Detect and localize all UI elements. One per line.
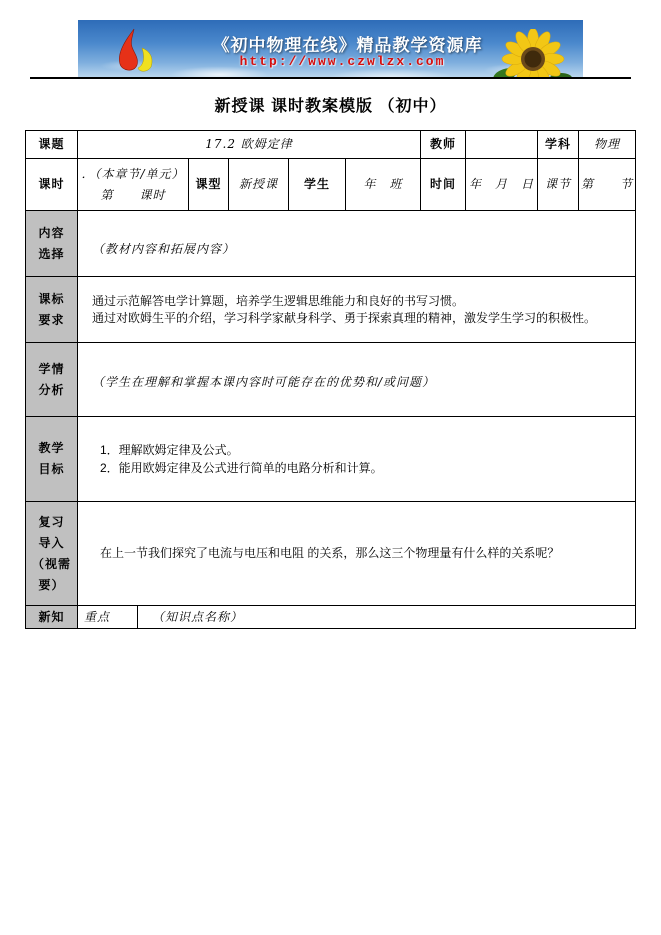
lesson-type-label: 课型 (189, 159, 229, 211)
content-selection-value: （教材内容和拓展内容） (78, 211, 636, 277)
session-label: 课节 (538, 159, 579, 211)
content-selection-label: 内容 选择 (26, 211, 78, 277)
period-label: 课时 (26, 159, 78, 211)
row-standard-requirements (26, 277, 636, 343)
teaching-goal-2: 2．能用欧姆定律及公式进行简单的电路分析和计算。 (100, 461, 383, 475)
teacher-value (466, 131, 538, 159)
review-intro-label: 复习 导入 （视需 要） (26, 502, 78, 606)
topic-label: 课题 (26, 131, 78, 159)
standard-req-line2: 通过对欧姆生平的介绍，学习科学家献身科学、勇于探索真理的精神，激发学生学习的积极性。 (92, 310, 597, 325)
header-divider (30, 77, 631, 79)
review-intro-value: 在上一节我们探究了电流与电压和电阻 的关系，那么这三个物理量有什么样的关系呢？ (78, 502, 636, 606)
standard-requirements-label: 课标 要求 (26, 277, 78, 343)
row-learner-analysis (26, 343, 636, 417)
row-teaching-goals (26, 417, 636, 502)
row-new-knowledge (26, 606, 636, 629)
row-content-selection (26, 211, 636, 277)
key-point-label: 重点 (78, 606, 138, 629)
teaching-goal-1: 1．理解欧姆定律及公式。 (100, 443, 239, 457)
session-value: 第 节 (579, 159, 636, 211)
period-value (78, 159, 189, 211)
page-title: 新授课 课时教案模版 （初中） (214, 98, 447, 115)
row-review-intro (26, 502, 636, 606)
learner-analysis-value: （学生在理解和掌握本课内容时可能存在的优势和/或问题） (78, 343, 636, 417)
topic-value: 17.2 欧姆定律 (78, 131, 421, 159)
subject-label: 学科 (538, 131, 579, 159)
lesson-plan-table (25, 130, 636, 629)
physics-online-logo-icon (112, 28, 164, 74)
lesson-type-value: 新授课 (229, 159, 289, 211)
subject-value: 物理 (579, 131, 636, 159)
student-value: 年 班 (346, 159, 421, 211)
student-label: 学生 (289, 159, 346, 211)
key-point-value: （知识点名称） (138, 606, 636, 629)
time-label: 时间 (421, 159, 466, 211)
learner-analysis-label: 学情 分析 (26, 343, 78, 417)
sunflower-icon (491, 29, 575, 77)
row-period (26, 159, 636, 211)
site-banner (78, 20, 583, 77)
time-value: 年 月 日 (466, 159, 538, 211)
new-knowledge-label: 新知 (26, 606, 78, 629)
period-value-line1: ．（本章节/单元） (81, 166, 185, 181)
standard-requirements-value (78, 277, 636, 343)
banner-url-link[interactable]: http://www.czwlzx.com (239, 54, 446, 69)
banner-title: 《初中物理在线》精品教学资源库 (212, 36, 483, 55)
teacher-label: 教师 (421, 131, 466, 159)
teaching-goals-value (78, 417, 636, 502)
row-topic (26, 131, 636, 159)
teaching-goals-label: 教学 目标 (26, 417, 78, 502)
period-value-line2: 第 课时 (100, 187, 166, 202)
standard-req-line1: 通过示范解答电学计算题，培养学生逻辑思维能力和良好的书写习惯。 (92, 293, 465, 308)
